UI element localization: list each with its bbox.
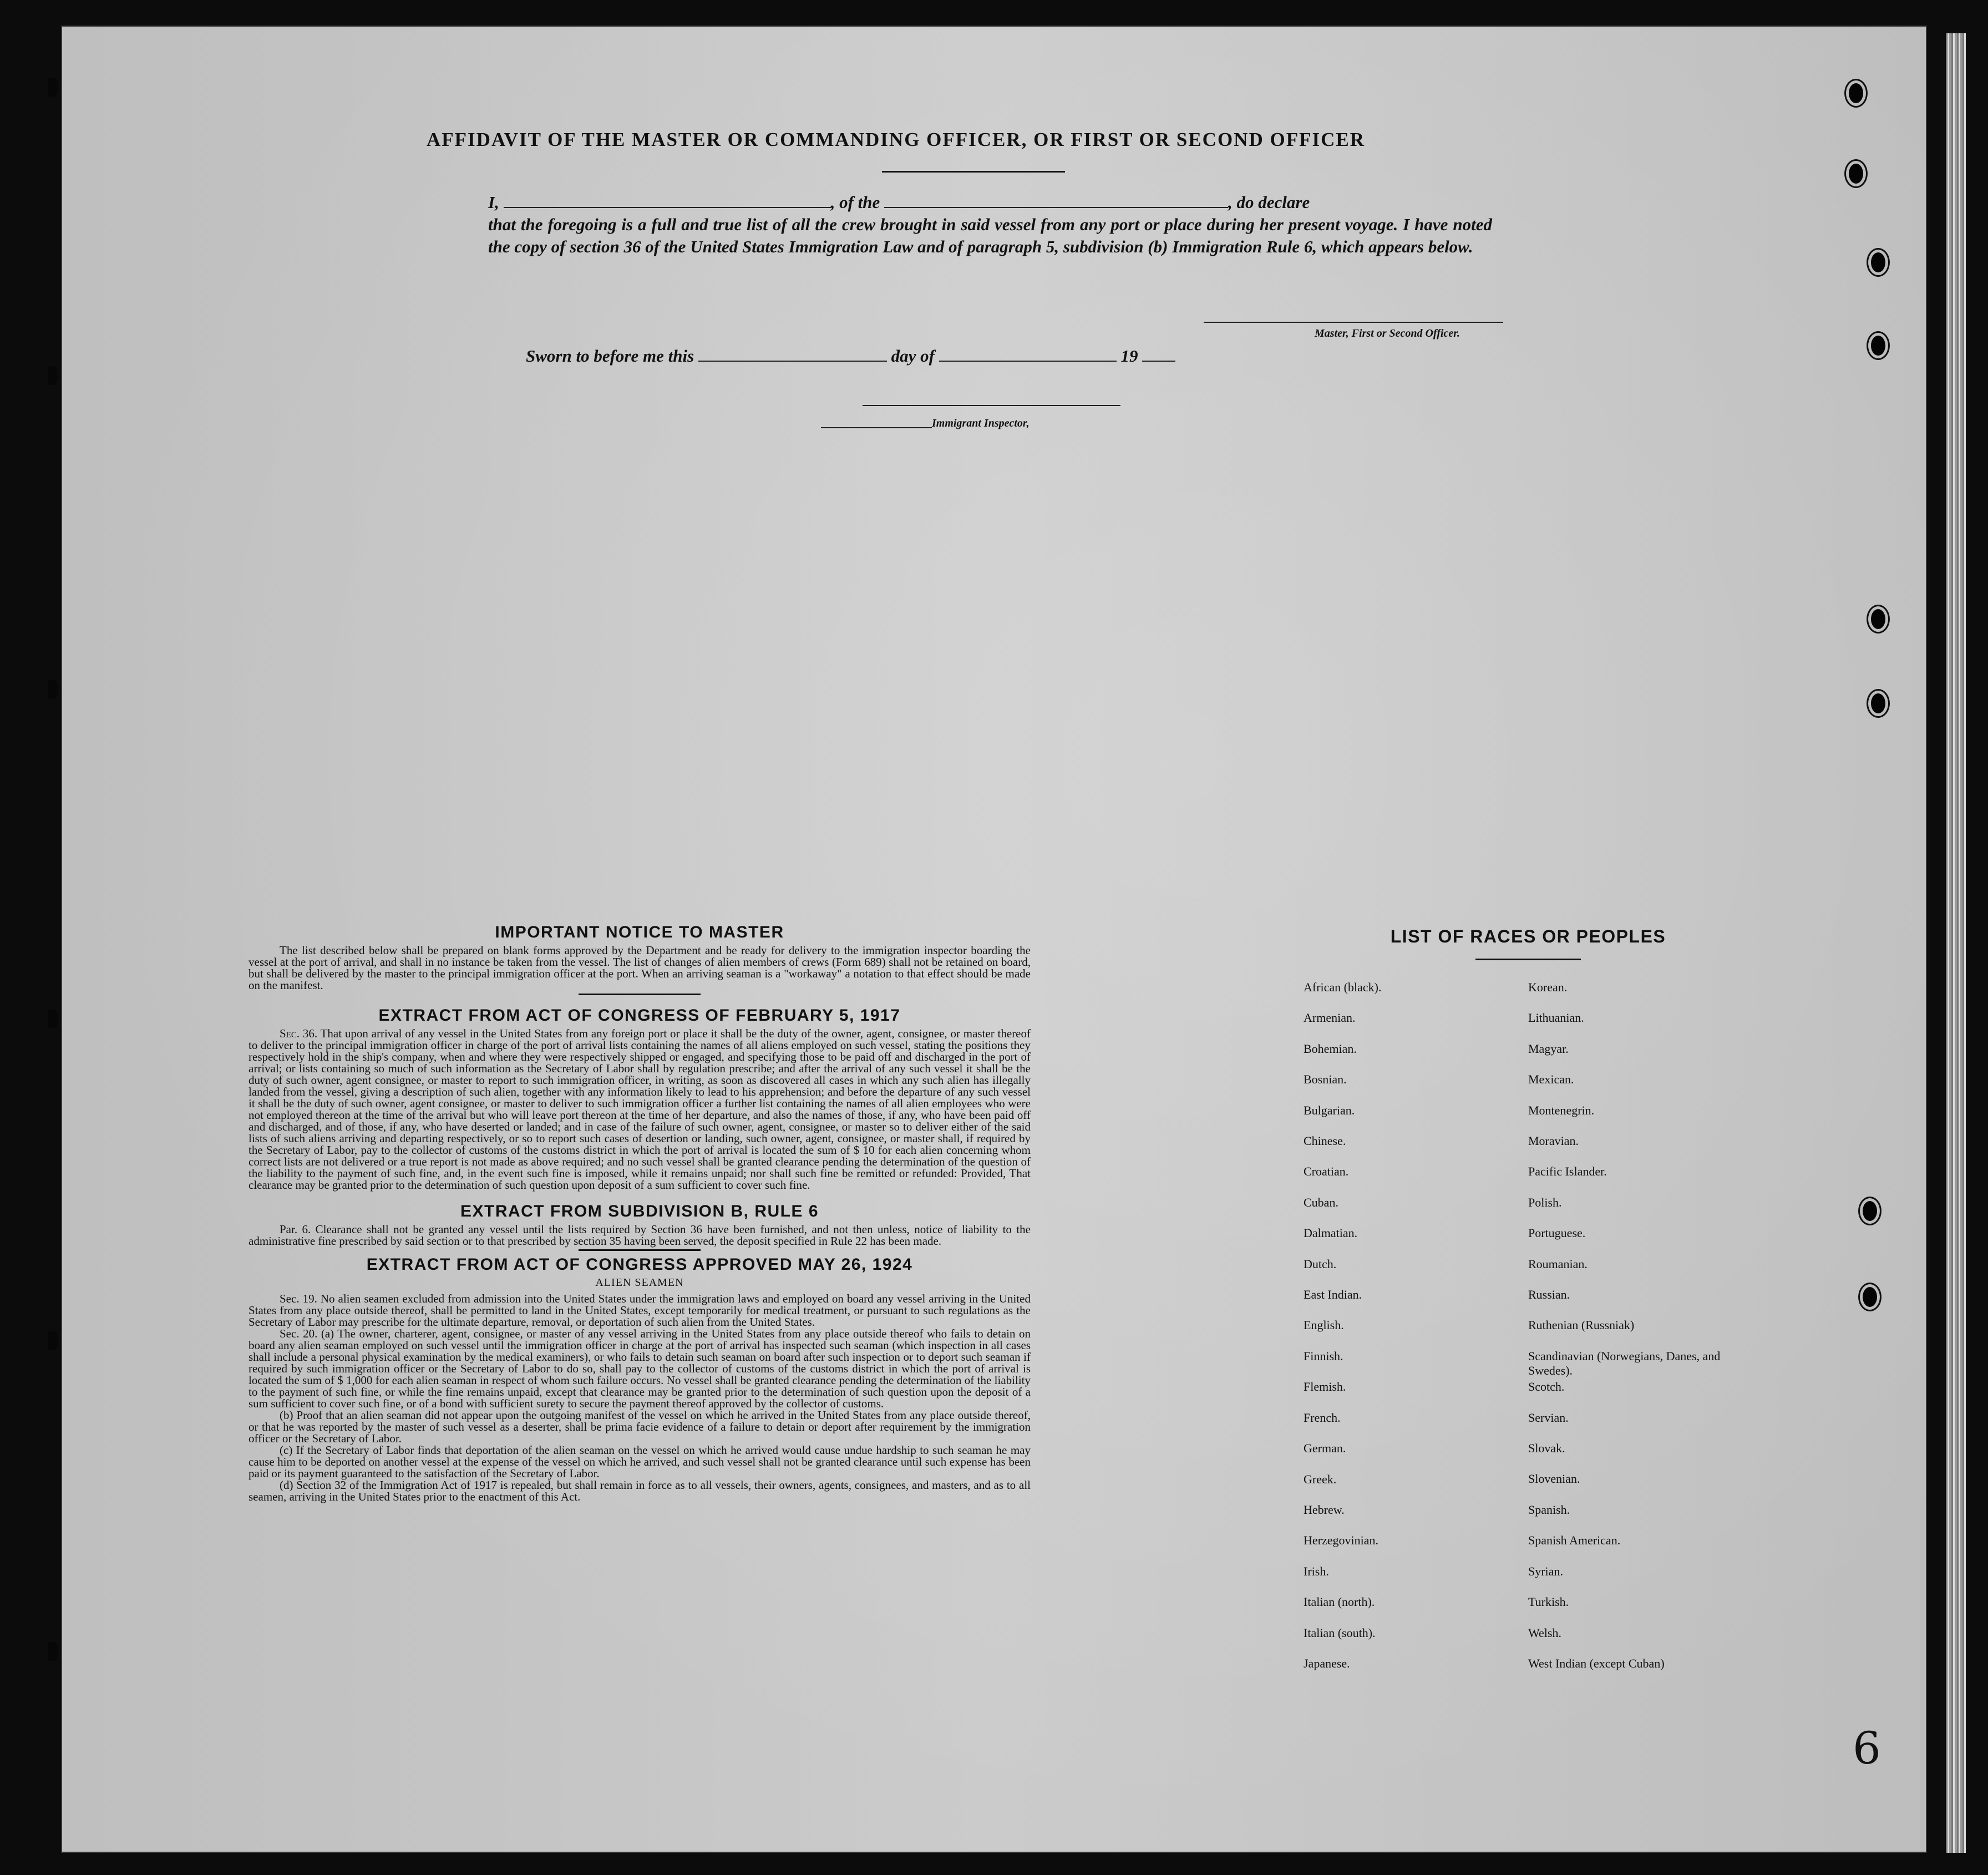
extract-rule6-body: Par. 6. Clearance shall not be granted any vessel until the lists required by Section 36 have been furnished, and not then unless, notice of liability to the administrative fine prescribed by said section or to that prescribed by section 35 having been served, the deposit specified in Rule 22 has been made.: [248, 1223, 1031, 1248]
extract-1924-title: EXTRACT FROM ACT OF CONGRESS APPROVED MAY 26, 1924: [366, 1255, 913, 1274]
race-item: Polish.: [1528, 1195, 1562, 1209]
race-item: Scandinavian (Norwegians, Danes, and Swedes).: [1528, 1349, 1721, 1377]
affidavit-title: AFFIDAVIT OF THE MASTER OR COMMANDING OFFICER, OR FIRST OR SECOND OFFICER: [427, 129, 1365, 150]
race-item: Welsh.: [1528, 1625, 1561, 1640]
sworn-year-label: 19: [1120, 346, 1138, 366]
race-item: French.: [1304, 1410, 1341, 1425]
race-item: Dalmatian.: [1304, 1226, 1358, 1240]
race-item: Montenegrin.: [1528, 1103, 1595, 1117]
binder-hole: [1871, 252, 1885, 272]
binder-hole: [1863, 1287, 1877, 1307]
race-item: Slovenian.: [1528, 1472, 1580, 1486]
name-blank[interactable]: [504, 207, 831, 208]
sworn-line: [526, 346, 1175, 366]
races-title: LIST OF RACES OR PEOPLES: [1390, 926, 1666, 946]
race-item: Italian (south).: [1304, 1625, 1376, 1640]
sworn-day-label: day of: [891, 346, 935, 366]
race-item: Spanish American.: [1528, 1533, 1621, 1548]
race-item: English.: [1304, 1318, 1344, 1332]
race-item: Portuguese.: [1528, 1226, 1586, 1240]
race-item: Bulgarian.: [1304, 1103, 1355, 1117]
binder-hole: [1871, 609, 1885, 629]
section-rule: [579, 1249, 701, 1251]
race-item: Italian (north).: [1304, 1595, 1375, 1609]
race-item: West Indian (except Cuban): [1528, 1656, 1665, 1670]
inspector-label: Immigrant Inspector,: [932, 417, 1030, 429]
race-item: Magyar.: [1528, 1041, 1569, 1056]
master-signature-line[interactable]: [1204, 322, 1503, 323]
extract-1917-body: [248, 1028, 1031, 1191]
race-item: Moravian.: [1528, 1134, 1579, 1148]
binder-hole: [48, 366, 58, 385]
race-item: Spanish.: [1528, 1502, 1570, 1517]
binder-hole: [1871, 693, 1885, 713]
race-item: Finnish.: [1304, 1349, 1343, 1363]
sworn-month-blank[interactable]: [939, 361, 1117, 362]
vessel-blank[interactable]: [884, 207, 1228, 208]
sec-36-text: That upon arrival of any vessel in the United States from any foreign port or place it shall be the duty of the owner, agent, consignee, or master thereof to deliver to the principal immigration officer in charge of the port of arrival lists containing the names of all aliens employed on such vessel, stating the positions they respectively hold in the ship's company, when and where they were respectively shipped or engaged, and specifying those to be paid off and discharged in the port of arrival; or lists containing so much of such information as the Secretary of Labor shall by regulation prescribe; and after the arrival of any such vessel it shall be the duty of such owner, agent consignee, or master to report to such immigration officer, in writing, as soon as discovered all cases in which any such alien has illegally landed from the vessel, giving a description of such alien, together with any information likely to lead to his apprehension; and before the departure of any such vessel it shall be the duty of such owner, agent consignee, or master to deliver to such immigration officer a further list containing the names of all alien employees who were not employed thereon at the time of the arrival but who will leave port thereon at the time of her departure, and also the names of those, if any, who have been paid off and discharged, and of those, if any, who have deserted or landed; and in case of the failure of such owner, agent, consignee, or master so to deliver either of the said lists of such aliens arriving and departing respectively, or so to report such cases of desertion or landing, such owner, agent, consignee, or master shall, if required by the Secretary of Labor, pay to the collector of customs of the customs district in which the port of arrival is located the sum of $ 10 for each alien concerning whom correct lists are not delivered or a true report is not made as above required; and no such vessel shall be granted clearance pending the determination of the question of the liability to the payment of such fine, and, in the event such fine is imposed, while it remains unpaid; nor shall such fine be remitted or refunded: Provided, That clearance may be granted prior to the determination of such question upon deposit of a sum sufficient to cover such fine.: [248, 1027, 1031, 1192]
extract-rule6-title: EXTRACT FROM SUBDIVISION B, RULE 6: [460, 1202, 819, 1220]
race-item: German.: [1304, 1441, 1346, 1456]
binder-hole: [48, 1331, 58, 1350]
sec-20b-text: (b) Proof that an alien seaman did not appear upon the outgoing manifest of the vessel on which he arrived in the United States from any place outside thereof, or that he was reported by the master of such vessel as a deserter, shall be prima facie evidence of a failure to detain or deport after requirement by the immigration officer or the Secretary of Labor.: [248, 1408, 1031, 1445]
binder-hole: [48, 680, 58, 698]
race-item: Scotch.: [1528, 1380, 1565, 1394]
affidavit-body: [488, 191, 1492, 258]
race-item: Hebrew.: [1304, 1502, 1345, 1517]
section-rule: [579, 994, 701, 995]
alien-seamen-subtitle: ALIEN SEAMEN: [595, 1276, 684, 1289]
race-item: Bosnian.: [1304, 1072, 1347, 1087]
race-item: Flemish.: [1304, 1380, 1346, 1394]
binder-hole: [1863, 1201, 1877, 1221]
affidavit-declare-label: , do declare: [1228, 192, 1310, 212]
race-item: Roumanian.: [1528, 1256, 1588, 1271]
race-item: Turkish.: [1528, 1595, 1569, 1609]
race-item: Armenian.: [1304, 1011, 1356, 1025]
race-item: Irish.: [1304, 1564, 1329, 1578]
race-item: Korean.: [1528, 980, 1568, 994]
race-item: Mexican.: [1528, 1072, 1574, 1087]
affidavit-statement: that the foregoing is a full and true list of all the crew brought in said vessel from any port or place during her present voyage. I have noted the copy of section 36 of the United States Immigration Law and of paragraph 5, subdivision (b) Immigration Rule 6, which appears below.: [488, 215, 1492, 256]
race-item: East Indian.: [1304, 1288, 1362, 1302]
races-title-rule: [1475, 959, 1581, 960]
inspector-rule: [821, 427, 932, 428]
sec-20a-text: Sec. 20. (a) The owner, charterer, agent, consignee, or master of any vessel arriving in the United States from any place outside thereof who fails to detain on board any alien seaman employed on such vessel until the immigration officer in charge at the port of arrival has inspected such seaman (which inspection in all cases shall include a personal physical examination by the medical examiners), or who fails to detain such seaman on board after such inspection or to deport such seaman if required by such immigration officer or the Secretary of Labor to do so, shall pay to the collector of customs of the customs district in which the port of arrival is located the sum of $ 1,000 for each alien seaman in respect of whom such failure occurs. No vessel shall be granted clearance pending the determination of the liability to the payment of such fine, or while the fine remains unpaid, except that clearance may be granted prior to the determination of such question upon the deposit of a sum sufficient to cover such fine, or of a bond with sufficient surety to secure the payment thereof approved by the collector of customs.: [248, 1327, 1031, 1410]
race-item: Syrian.: [1528, 1564, 1563, 1578]
binder-hole: [1871, 336, 1885, 356]
race-item: Chinese.: [1304, 1134, 1346, 1148]
race-item: Greek.: [1304, 1472, 1337, 1486]
binder-hole: [1849, 164, 1863, 184]
race-item: Slovak.: [1528, 1441, 1565, 1456]
inspector-signature-line[interactable]: [863, 405, 1120, 406]
sec-19-text: Sec. 19. No alien seamen excluded from admission into the United States under the immigration laws and employed on board any vessel arriving in the United States from any place outside thereof, shall be permitted to land in the United States, except temporarily for medical treatment, or pursuant to such regulations as the Secretary of Labor may prescribe for the ultimate departure, removal, or deportation of such alien from the United States.: [248, 1292, 1031, 1329]
notice-column: [248, 923, 1031, 1503]
race-item: Cuban.: [1304, 1195, 1338, 1209]
sec-20c-text: (c) If the Secretary of Labor finds that deportation of the alien seaman on the vessel on which he arrived would cause undue hardship to such seaman he may cause him to be deported on another vessel at the expense of the vessel on which he arrived, and such vessel shall not be granted clearance until such expense has been paid or its payment guaranteed to the satisfaction of the Secretary of Labor.: [248, 1443, 1031, 1480]
title-rule: [882, 171, 1065, 173]
sworn-date-blank[interactable]: [698, 361, 887, 362]
race-item: Japanese.: [1304, 1656, 1350, 1670]
binder-hole: [48, 78, 58, 97]
sworn-prefix: Sworn to before me this: [526, 346, 694, 366]
affidavit-of-the-label: , of the: [830, 192, 880, 212]
affidavit-declaration-line: [488, 191, 1492, 214]
handwritten-page-number: 6: [1853, 1722, 1881, 1774]
binder-hole: [48, 1642, 58, 1661]
sec-36-label: Sec. 36.: [280, 1027, 318, 1040]
sworn-year-blank[interactable]: [1142, 361, 1175, 362]
extract-1917-title: EXTRACT FROM ACT OF CONGRESS OF FEBRUARY 5, 1917: [378, 1006, 901, 1025]
race-item: Lithuanian.: [1528, 1011, 1584, 1025]
race-item: Pacific Islander.: [1528, 1164, 1607, 1179]
page-stack-edge: [1946, 33, 1966, 1853]
notice-body: The list described below shall be prepared on blank forms approved by the Department and be ready for delivery to the immigration inspector boarding the vessel at the port of arrival, and shall in no instance be taken from the vessel. The list of changes of alien members of crews (Form 689) shall not be retained on board, but shall be delivered by the master to the principal immigration officer at the port. When an arriving seaman is a "workaway" a notation to that effect should be made on the manifest.: [248, 944, 1031, 992]
master-signature-label: Master, First or Second Officer.: [1315, 327, 1460, 339]
race-item: African (black).: [1304, 980, 1382, 994]
race-item: Servian.: [1528, 1410, 1569, 1425]
race-item: Herzegovinian.: [1304, 1533, 1378, 1548]
binder-hole: [1849, 83, 1863, 103]
binder-hole: [48, 1010, 58, 1028]
affidavit-i-label: I,: [488, 192, 499, 212]
race-item: Bohemian.: [1304, 1041, 1357, 1056]
race-item: Russian.: [1528, 1288, 1570, 1302]
race-item: Croatian.: [1304, 1164, 1349, 1179]
sec-20d-text: (d) Section 32 of the Immigration Act of 1917 is repealed, but shall remain in force as to all vessels, their owners, agents, consignees, and masters, and as to all seamen, arriving in the United States prior to the enactment of this Act.: [248, 1478, 1031, 1503]
race-item: Dutch.: [1304, 1256, 1337, 1271]
notice-title: IMPORTANT NOTICE TO MASTER: [495, 923, 784, 941]
race-item: Ruthenian (Russniak): [1528, 1318, 1635, 1332]
races-column-2: [1528, 972, 1806, 1679]
